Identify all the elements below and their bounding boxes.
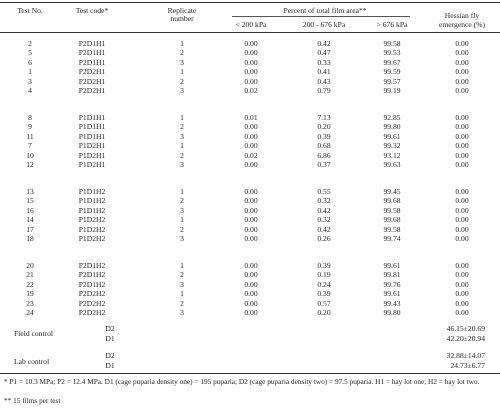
- cell-lt: 0.01: [244, 113, 258, 122]
- cell-hess: 0.00: [455, 224, 469, 234]
- cell-rep: 2: [180, 122, 184, 132]
- cell-test: 10: [26, 150, 34, 160]
- cell-lt: 0.00: [244, 67, 258, 77]
- cell-lt: 0.00: [244, 289, 258, 299]
- cell-test: 17: [26, 224, 34, 234]
- cell-code: P2D2H2: [78, 298, 106, 308]
- cell-gt: 99.63: [383, 160, 401, 169]
- header-test-code: Test code*: [75, 6, 109, 15]
- cell-hess: 0.00: [455, 86, 469, 95]
- lab-control-d2-code: D2: [105, 351, 115, 360]
- cell-gt: 99.68: [383, 215, 401, 225]
- cell-lt: 0.02: [244, 150, 258, 160]
- cell-mid: 0.68: [317, 141, 331, 151]
- cell-test: 11: [26, 131, 34, 141]
- field-control-label: Field control: [14, 329, 54, 338]
- header-gt676: > 676 kPa: [376, 20, 408, 29]
- cell-lt: 0.00: [244, 261, 258, 270]
- lab-control-d1-code: D1: [105, 361, 115, 370]
- cell-test: 13: [26, 187, 34, 196]
- cell-code: P1D2H2: [78, 234, 106, 243]
- cell-hess: 0.00: [455, 298, 469, 308]
- header-lt200: < 200 kPa: [235, 20, 267, 29]
- cell-mid: 0.42: [317, 39, 331, 48]
- header-replicate-1: Replicate: [167, 6, 197, 15]
- cell-hess: 0.00: [455, 48, 469, 58]
- cell-test: 1: [28, 67, 32, 77]
- cell-code: P2D2H2: [78, 289, 106, 299]
- cell-mid: 0.20: [317, 122, 331, 132]
- cell-hess: 0.00: [455, 113, 469, 122]
- cell-mid: 0.43: [317, 76, 331, 86]
- cell-rep: 1: [180, 141, 184, 151]
- cell-lt: 0.00: [244, 131, 258, 141]
- cell-hess: 0.00: [455, 122, 469, 132]
- cell-code: P1D1H1: [78, 131, 106, 141]
- cell-hess: 0.00: [455, 261, 469, 270]
- cell-hess: 0.00: [455, 160, 469, 169]
- cell-mid: 0.26: [317, 234, 331, 243]
- cell-lt: 0.00: [244, 187, 258, 196]
- cell-rep: 3: [180, 205, 184, 215]
- cell-rep: 1: [180, 67, 184, 77]
- cell-gt: 99.80: [383, 308, 401, 317]
- cell-hess: 0.00: [455, 150, 469, 160]
- cell-hess: 0.00: [455, 67, 469, 77]
- cell-mid: 0.57: [317, 298, 331, 308]
- cell-rep: 1: [180, 39, 184, 48]
- cell-code: P2D1H1: [78, 57, 106, 67]
- cell-mid: 6.86: [317, 150, 331, 160]
- cell-rep: 1: [180, 187, 184, 196]
- cell-gt: 99.61: [383, 131, 401, 141]
- cell-test: 8: [28, 113, 32, 122]
- cell-gt: 99.61: [383, 261, 401, 270]
- cell-rep: 2: [180, 298, 184, 308]
- cell-rep: 3: [180, 57, 184, 67]
- cell-rep: 2: [180, 48, 184, 58]
- cell-mid: 0.47: [317, 48, 331, 58]
- header-percent-group: Percent of total film area**: [283, 6, 367, 15]
- cell-gt: 92.85: [383, 113, 401, 122]
- cell-gt: 99.74: [383, 234, 401, 243]
- cell-hess: 0.00: [455, 279, 469, 289]
- cell-rep: 3: [180, 160, 184, 169]
- field-control-d1-value: 42.20±20.94: [446, 334, 485, 343]
- cell-gt: 99.43: [383, 298, 401, 308]
- field-control-d2-value: 46.15±20.69: [446, 324, 485, 333]
- cell-rep: 3: [180, 234, 184, 243]
- cell-hess: 0.00: [455, 141, 469, 151]
- field-control-d2-code: D2: [105, 324, 115, 333]
- cell-code: P2D1H1: [78, 48, 106, 58]
- cell-lt: 0.00: [244, 298, 258, 308]
- cell-test: 5: [28, 48, 32, 58]
- cell-gt: 99.58: [383, 224, 401, 234]
- cell-code: P1D1H2: [78, 187, 106, 196]
- cell-hess: 0.00: [455, 76, 469, 86]
- cell-rep: 1: [180, 289, 184, 299]
- cell-test: 3: [28, 76, 32, 86]
- footnote-double-star: ** 15 films per test: [4, 396, 61, 405]
- cell-hess: 0.00: [455, 39, 469, 48]
- cell-lt: 0.02: [244, 86, 258, 95]
- cell-code: P1D2H1: [78, 150, 106, 160]
- top-rule: [0, 2, 500, 3]
- cell-code: P1D1H1: [78, 113, 106, 122]
- cell-gt: 99.58: [383, 205, 401, 215]
- cell-gt: 99.53: [383, 48, 401, 58]
- cell-mid: 0.41: [317, 67, 331, 77]
- cell-test: 15: [26, 196, 34, 206]
- cell-lt: 0.00: [244, 224, 258, 234]
- cell-code: P2D2H1: [78, 76, 106, 86]
- cell-rep: 2: [180, 150, 184, 160]
- cell-gt: 99.59: [383, 67, 401, 77]
- cell-code: P1D2H1: [78, 141, 106, 151]
- header-replicate-2: number: [170, 14, 194, 23]
- cell-rep: 1: [180, 113, 184, 122]
- cell-test: 16: [26, 205, 34, 215]
- cell-lt: 0.00: [244, 57, 258, 67]
- cell-test: 9: [28, 122, 32, 132]
- cell-lt: 0.00: [244, 141, 258, 151]
- cell-hess: 0.00: [455, 196, 469, 206]
- cell-mid: 0.42: [317, 224, 331, 234]
- cell-code: P1D2H2: [78, 224, 106, 234]
- cell-lt: 0.00: [244, 270, 258, 280]
- cell-rep: 3: [180, 308, 184, 317]
- cell-hess: 0.00: [455, 234, 469, 243]
- cell-rep: 3: [180, 86, 184, 95]
- cell-code: P1D2H1: [78, 160, 106, 169]
- cell-test: 14: [26, 215, 34, 225]
- cell-mid: 0.39: [317, 289, 331, 299]
- cell-test: 2: [28, 39, 32, 48]
- header-hessian-1: Hessian fly: [444, 11, 480, 20]
- lab-control-d2-value: 32.88±14.07: [446, 351, 485, 360]
- cell-mid: 0.24: [317, 279, 331, 289]
- cell-gt: 99.81: [383, 270, 401, 280]
- cell-rep: 2: [180, 224, 184, 234]
- cell-mid: 0.55: [317, 187, 331, 196]
- cell-rep: 3: [180, 131, 184, 141]
- cell-code: P2D1H1: [78, 39, 106, 48]
- cell-lt: 0.00: [244, 48, 258, 58]
- cell-mid: 0.19: [317, 270, 331, 280]
- cell-lt: 0.00: [244, 215, 258, 225]
- cell-rep: 2: [180, 270, 184, 280]
- cell-hess: 0.00: [455, 289, 469, 299]
- cell-lt: 0.00: [244, 39, 258, 48]
- cell-lt: 0.00: [244, 122, 258, 132]
- cell-rep: 1: [180, 215, 184, 225]
- cell-code: P2D1H2: [78, 261, 106, 270]
- cell-mid: 0.39: [317, 131, 331, 141]
- cell-gt: 99.57: [383, 76, 401, 86]
- footnote-star: * P1 = 10.3 MPa; P2 = 12.4 MPa. D1 (cage puparia density one) = 195 puparia; D2 (cage puparia density two) = 97.5 puparia. H1 = hay lot one; H2 = hay lot two.: [4, 377, 480, 386]
- bottom-rule: [0, 373, 500, 374]
- cell-mid: 0.37: [317, 160, 331, 169]
- header-hessian-2: emergence (%): [438, 20, 486, 29]
- header-rule: [0, 32, 500, 33]
- cell-test: 22: [26, 279, 34, 289]
- cell-lt: 0.00: [244, 234, 258, 243]
- cell-mid: 0.32: [317, 215, 331, 225]
- cell-code: P1D1H1: [78, 122, 106, 132]
- cell-mid: 0.39: [317, 261, 331, 270]
- cell-mid: 0.33: [317, 57, 331, 67]
- cell-gt: 99.19: [383, 86, 401, 95]
- cell-gt: 99.45: [383, 187, 401, 196]
- lab-control-d1-value: 24.73±6.77: [450, 361, 485, 370]
- cell-gt: 99.76: [383, 279, 401, 289]
- cell-test: 24: [26, 308, 34, 317]
- cell-hess: 0.00: [455, 187, 469, 196]
- cell-test: 21: [26, 270, 34, 280]
- cell-mid: 0.42: [317, 205, 331, 215]
- cell-test: 18: [26, 234, 34, 243]
- cell-lt: 0.00: [244, 196, 258, 206]
- cell-test: 7: [28, 141, 32, 151]
- cell-lt: 0.00: [244, 76, 258, 86]
- cell-test: 6: [28, 57, 32, 67]
- cell-rep: 3: [180, 279, 184, 289]
- cell-code: P2D2H1: [78, 67, 106, 77]
- cell-code: P2D2H2: [78, 308, 106, 317]
- cell-rep: 1: [180, 261, 184, 270]
- cell-test: 4: [28, 86, 32, 95]
- header-subrule: [232, 16, 410, 17]
- cell-rep: 2: [180, 196, 184, 206]
- cell-lt: 0.00: [244, 160, 258, 169]
- cell-gt: 99.68: [383, 196, 401, 206]
- cell-hess: 0.00: [455, 205, 469, 215]
- cell-mid: 0.79: [317, 86, 331, 95]
- header-test-no: Test No.: [17, 6, 43, 15]
- cell-hess: 0.00: [455, 57, 469, 67]
- cell-lt: 0.00: [244, 308, 258, 317]
- cell-code: P1D2H2: [78, 215, 106, 225]
- cell-code: P2D2H1: [78, 86, 106, 95]
- cell-gt: 99.80: [383, 122, 401, 132]
- cell-code: P1D1H2: [78, 196, 106, 206]
- cell-hess: 0.00: [455, 308, 469, 317]
- cell-code: P1D1H2: [78, 205, 106, 215]
- cell-mid: 7.13: [317, 113, 331, 122]
- cell-test: 19: [26, 289, 34, 299]
- cell-test: 23: [26, 298, 34, 308]
- cell-gt: 99.67: [383, 57, 401, 67]
- cell-rep: 2: [180, 76, 184, 86]
- cell-gt: 93.12: [383, 150, 401, 160]
- cell-test: 12: [26, 160, 34, 169]
- cell-hess: 0.00: [455, 131, 469, 141]
- header-mid: 200 - 676 kPa: [302, 20, 346, 29]
- cell-lt: 0.00: [244, 279, 258, 289]
- cell-gt: 99.61: [383, 289, 401, 299]
- cell-code: P2D1H2: [78, 270, 106, 280]
- cell-test: 20: [26, 261, 34, 270]
- cell-gt: 99.58: [383, 39, 401, 48]
- field-control-d1-code: D1: [105, 334, 115, 343]
- cell-mid: 0.32: [317, 196, 331, 206]
- cell-code: P2D1H2: [78, 279, 106, 289]
- cell-gt: 99.32: [383, 141, 401, 151]
- cell-lt: 0.00: [244, 205, 258, 215]
- cell-hess: 0.00: [455, 215, 469, 225]
- cell-hess: 0.00: [455, 270, 469, 280]
- cell-mid: 0.20: [317, 308, 331, 317]
- lab-control-label: Lab control: [14, 357, 50, 366]
